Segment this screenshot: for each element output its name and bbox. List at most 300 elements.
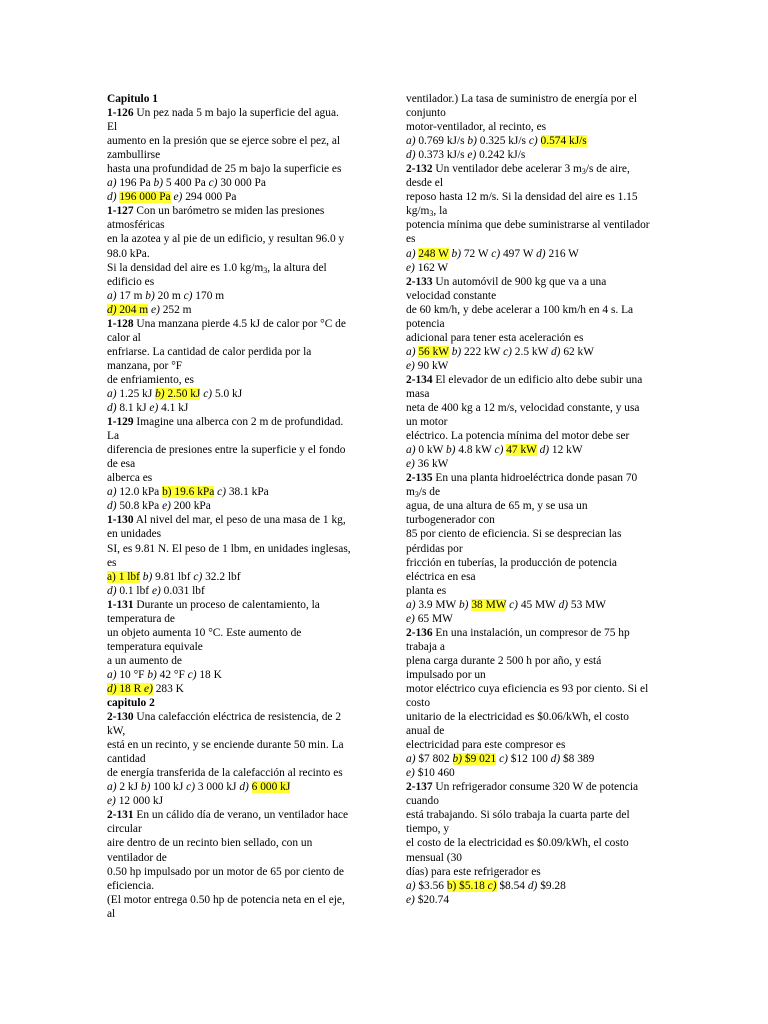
- text-segment: electricidad para este compresor es: [406, 739, 566, 752]
- text-line: [406, 612, 666, 626]
- text-segment: d): [558, 598, 569, 611]
- left-column: [107, 92, 365, 921]
- text-line: [406, 106, 666, 120]
- text-segment: $3.56: [415, 879, 447, 892]
- text-segment: ventilador.) La tasa de suministro de energía por el: [406, 93, 638, 105]
- text-line: [406, 120, 666, 134]
- problem-label: 2-133: [406, 275, 433, 288]
- text-segment: alberca es: [107, 472, 153, 485]
- text-segment: e): [406, 458, 415, 471]
- text-line: [107, 373, 365, 387]
- text-segment: a): [406, 247, 416, 260]
- text-line: [107, 682, 365, 696]
- text-segment: está en un recinto, y se enciende durante 50 min. La: [107, 739, 344, 752]
- text-segment: d): [107, 584, 117, 597]
- problem-label: 1-129: [107, 416, 134, 429]
- text-segment: 0 kW: [415, 444, 446, 457]
- text-segment: 5.0 kJ: [212, 387, 243, 400]
- text-line: [107, 359, 365, 373]
- text-segment: eléctrica en esa: [406, 570, 476, 583]
- text-line: [406, 879, 666, 893]
- text-segment: a): [107, 177, 117, 190]
- text-line: [406, 499, 666, 513]
- text-line: [107, 542, 365, 556]
- text-segment: 0.1 lbf: [116, 584, 152, 597]
- text-segment: c): [491, 247, 501, 260]
- text-line: [406, 865, 666, 879]
- text-line: [406, 471, 666, 485]
- text-segment: días) para este refrigerador es: [406, 865, 541, 878]
- text-segment: d): [550, 345, 561, 358]
- text-segment: kg/m: [406, 205, 430, 218]
- text-segment: velocidad constante: [406, 289, 497, 302]
- text-line: [406, 668, 666, 682]
- text-segment: Durante un proceso de calentamiento, la: [133, 598, 320, 611]
- text-segment: reposo hasta 12 m/s. Si la densidad del aire es 1.15: [406, 191, 638, 204]
- text-segment: de esa: [107, 458, 136, 471]
- text-line: [107, 738, 365, 752]
- highlighted-answer: e): [144, 682, 153, 695]
- text-line: [406, 766, 666, 780]
- text-segment: Una manzana pierde 4.5 kJ de calor por °C de: [133, 317, 346, 330]
- text-segment: 12 kW: [549, 444, 583, 457]
- text-segment: cantidad: [107, 753, 146, 766]
- text-segment: 98.0 kPa.: [107, 247, 150, 260]
- text-segment: 3.9 MW: [415, 598, 459, 611]
- text-segment: kW,: [107, 725, 126, 738]
- problem-label: 2-137: [406, 781, 433, 794]
- text-segment: b): [153, 177, 164, 190]
- text-segment: b): [142, 570, 153, 583]
- text-segment: 100 kJ: [150, 781, 187, 794]
- text-segment: c): [509, 598, 518, 611]
- text-segment: aumento en la presión que se ejerce sobre el pez, al: [107, 135, 341, 148]
- text-line: [406, 822, 666, 836]
- problem-label: 2-131: [107, 809, 134, 822]
- text-segment: al: [107, 907, 116, 920]
- text-line: [107, 710, 365, 724]
- highlighted-answer: $9 021: [462, 753, 497, 766]
- text-line: [107, 415, 365, 429]
- text-segment: 18 K: [196, 668, 222, 681]
- text-segment: c): [203, 387, 213, 400]
- text-segment: $7 802: [415, 753, 453, 766]
- text-line: [406, 654, 666, 668]
- text-line: [107, 612, 365, 626]
- text-segment: c): [187, 668, 197, 681]
- text-segment: fricción en tuberías, la producción de potencia: [406, 556, 617, 569]
- text-line: [107, 471, 365, 485]
- highlighted-answer: 18 R: [116, 682, 145, 695]
- text-line: [107, 724, 365, 738]
- text-segment: 0.031 lbf: [160, 584, 205, 597]
- text-line: [406, 851, 666, 865]
- text-segment: 3: [414, 490, 419, 500]
- text-line: [107, 570, 365, 584]
- text-segment: de 60 km/h, y debe acelerar a 100 km/h en 4 s. La: [406, 303, 634, 316]
- text-line: [107, 626, 365, 640]
- text-segment: b): [145, 289, 155, 302]
- text-segment: e): [173, 191, 183, 204]
- text-segment: el costo de la electricidad es $0.09/kWh, el costo: [406, 837, 629, 850]
- text-segment: 0.242 kJ/s: [476, 149, 526, 162]
- text-segment: 9.81 lbf: [152, 570, 194, 583]
- text-line: [107, 907, 365, 921]
- highlighted-answer: b) $5.18: [446, 879, 488, 892]
- text-segment: temperatura de: [107, 612, 175, 625]
- text-segment: a): [107, 668, 117, 681]
- text-segment: unitario de la electricidad es $0.06/kWh, el costo: [406, 711, 629, 724]
- text-line: [107, 808, 365, 822]
- text-segment: turbogenerador con: [406, 514, 495, 527]
- text-segment: 3 000 kJ: [195, 781, 240, 794]
- text-line: [107, 232, 365, 246]
- text-segment: 196 Pa: [116, 177, 154, 190]
- text-line: [107, 261, 365, 275]
- text-line: [406, 176, 666, 190]
- text-line: [107, 513, 365, 527]
- highlighted-answer: b): [155, 387, 165, 400]
- text-line: [107, 752, 365, 766]
- text-segment: Con un barómetro se miden las presiones: [133, 205, 325, 218]
- text-segment: 8.1 kJ: [116, 402, 150, 415]
- text-segment: pérdidas por: [406, 542, 463, 555]
- text-segment: 12.0 kPa: [116, 486, 163, 499]
- problem-label: 2-136: [406, 626, 433, 639]
- text-segment: d): [107, 402, 117, 415]
- problem-label: 1-128: [107, 317, 134, 330]
- text-segment: Un pez nada 5 m bajo la superficie del agua.: [133, 107, 339, 120]
- text-segment: (El motor entrega 0.50 hp de potencia neta en el eje,: [107, 893, 345, 906]
- text-segment: a): [107, 486, 117, 499]
- text-segment: 2.5 kW: [511, 345, 551, 358]
- text-line: [406, 710, 666, 724]
- text-segment: 162 W: [414, 261, 449, 274]
- text-segment: planta es: [406, 584, 447, 597]
- text-segment: calor al: [107, 331, 141, 344]
- text-line: [107, 457, 365, 471]
- text-line: [406, 696, 666, 710]
- text-segment: a): [406, 444, 416, 457]
- text-line: [406, 275, 666, 289]
- text-line: [406, 808, 666, 822]
- text-segment: un objeto aumenta 10 °C. Este aumento de: [107, 626, 302, 639]
- text-segment: b): [451, 345, 462, 358]
- text-segment: e): [406, 893, 415, 906]
- text-line: [107, 780, 365, 794]
- text-line: [406, 415, 666, 429]
- text-segment: 85 por ciento de eficiencia. Si se desprecian las: [406, 528, 622, 541]
- text-line: [107, 289, 365, 303]
- text-segment: Un ventilador debe acelerar 3 m: [432, 163, 582, 176]
- text-line: [406, 570, 666, 584]
- text-segment: motor-ventilador, al recinto, es: [406, 121, 547, 134]
- text-line: [107, 317, 365, 331]
- text-segment: d): [107, 500, 117, 513]
- text-line: [406, 289, 666, 303]
- highlighted-answer: c): [487, 879, 497, 892]
- text-line: [406, 303, 666, 317]
- text-segment: atmosféricas: [107, 219, 165, 232]
- text-segment: 2 kJ: [116, 781, 141, 794]
- text-line: [406, 724, 666, 738]
- text-segment: en unidades: [107, 528, 162, 541]
- text-segment: es: [406, 233, 416, 246]
- text-segment: 283 K: [152, 682, 184, 695]
- text-segment: Un automóvil de 900 kg que va a una: [432, 275, 607, 288]
- text-segment: motor eléctrico cuya eficiencia es 93 por ciento. Si el: [406, 682, 649, 695]
- text-segment: potencia mínima que debe suministrarse al ventilador: [406, 219, 650, 232]
- text-segment: de energía transferida de la calefacción al recinto es: [107, 767, 343, 780]
- text-segment: a): [107, 781, 117, 794]
- text-segment: La: [107, 430, 120, 443]
- text-line: [406, 443, 666, 457]
- text-line: [107, 275, 365, 289]
- text-segment: 216 W: [545, 247, 579, 260]
- text-segment: 17 m: [116, 289, 146, 302]
- problem-label: capitulo 2: [107, 697, 155, 710]
- text-segment: Imagine una alberca con 2 m de profundidad.: [133, 416, 344, 429]
- text-line: [107, 429, 365, 443]
- text-segment: a): [406, 879, 416, 892]
- highlighted-answer: 47 kW: [506, 444, 537, 457]
- text-segment: e): [406, 261, 415, 274]
- highlighted-answer: 38 MW: [471, 598, 507, 611]
- text-line: [406, 780, 666, 794]
- text-segment: 1.25 kJ: [116, 387, 156, 400]
- highlighted-answer: d): [107, 682, 117, 695]
- text-segment: b): [140, 781, 151, 794]
- text-segment: 4.1 kJ: [158, 402, 189, 415]
- text-line: [406, 598, 666, 612]
- text-segment: masa: [406, 387, 430, 400]
- text-segment: a): [406, 135, 416, 148]
- text-segment: 4.8 kW: [455, 444, 495, 457]
- text-segment: a): [406, 598, 416, 611]
- text-line: [107, 401, 365, 415]
- text-segment: 53 MW: [568, 598, 607, 611]
- text-segment: adicional para tener esta aceleración es: [406, 331, 584, 344]
- text-line: [406, 148, 666, 162]
- text-segment: /s de aire,: [585, 163, 630, 176]
- problem-label: Capitulo 1: [107, 93, 158, 105]
- text-line: [406, 401, 666, 415]
- text-line: [107, 556, 365, 570]
- text-segment: tiempo, y: [406, 823, 450, 836]
- text-line: [406, 218, 666, 232]
- text-segment: e): [107, 795, 116, 808]
- text-segment: anual de: [406, 725, 445, 738]
- text-segment: está trabajando. Si sólo trabaja la cuarta parte del: [406, 809, 630, 822]
- highlighted-answer: 248 W: [418, 247, 449, 260]
- text-line: [107, 836, 365, 850]
- text-line: [406, 92, 666, 106]
- text-segment: a): [406, 753, 416, 766]
- text-line: [107, 584, 365, 598]
- text-segment: a un aumento de: [107, 654, 182, 667]
- problem-label: 1-131: [107, 598, 134, 611]
- problem-label: 2-134: [406, 373, 433, 386]
- text-segment: c): [193, 570, 203, 583]
- right-column: [406, 92, 666, 907]
- text-segment: Una calefacción eléctrica de resistencia, de 2: [133, 711, 342, 724]
- text-line: [107, 696, 365, 710]
- text-segment: trabaja a: [406, 640, 445, 653]
- text-segment: edificio es: [107, 275, 155, 288]
- text-line: [107, 92, 365, 106]
- text-segment: e): [149, 402, 159, 415]
- text-segment: 252 m: [159, 303, 192, 316]
- text-line: [107, 668, 365, 682]
- text-segment: de enfriamiento, es: [107, 373, 194, 386]
- text-segment: d): [550, 753, 561, 766]
- text-line: [107, 218, 365, 232]
- text-segment: , la: [433, 205, 448, 218]
- text-segment: e): [467, 149, 477, 162]
- text-segment: conjunto: [406, 107, 446, 120]
- text-line: [107, 120, 365, 134]
- text-segment: Al nivel del mar, el peso de una masa de 1 kg,: [133, 514, 346, 527]
- text-segment: $9.28: [537, 879, 566, 892]
- text-line: [107, 247, 365, 261]
- problem-label: 2-130: [107, 711, 134, 724]
- text-segment: mensual (30: [406, 851, 462, 864]
- text-segment: e): [406, 767, 415, 780]
- text-segment: $8.54: [496, 879, 528, 892]
- text-segment: 3: [263, 265, 268, 275]
- text-line: [406, 513, 666, 527]
- text-line: [406, 584, 666, 598]
- text-segment: 170 m: [192, 289, 225, 302]
- text-segment: potencia: [406, 317, 445, 330]
- text-segment: 32.2 lbf: [202, 570, 241, 583]
- text-line: [107, 148, 365, 162]
- text-segment: 0.50 hp impulsado por un motor de 65 por ciento de: [107, 865, 344, 878]
- text-line: [107, 443, 365, 457]
- text-segment: e): [151, 303, 160, 316]
- text-segment: 38.1 kPa: [226, 486, 269, 499]
- problem-label: 1-130: [107, 514, 134, 527]
- text-segment: En una instalación, un compresor de 75 hp: [432, 626, 630, 639]
- text-line: [107, 851, 365, 865]
- text-segment: a): [406, 345, 416, 358]
- text-line: [107, 879, 365, 893]
- text-segment: 12 000 kJ: [115, 795, 164, 808]
- text-segment: d): [406, 149, 416, 162]
- text-line: [107, 331, 365, 345]
- text-segment: 90 kW: [414, 359, 449, 372]
- text-line: [406, 640, 666, 654]
- highlighted-answer: 204 m: [116, 303, 149, 316]
- text-line: [406, 162, 666, 176]
- text-segment: b): [445, 444, 456, 457]
- text-segment: 50.8 kPa: [116, 500, 163, 513]
- text-segment: 5 400 Pa: [163, 177, 209, 190]
- text-segment: ventilador de: [107, 851, 167, 864]
- text-line: [406, 134, 666, 148]
- problem-label: 1-127: [107, 205, 134, 218]
- text-segment: Si la densidad del aire es 1.0 kg/m: [107, 261, 264, 274]
- text-segment: , la altura del: [267, 261, 327, 274]
- text-segment: 30 000 Pa: [217, 177, 266, 190]
- text-segment: c): [217, 486, 227, 499]
- text-line: [406, 527, 666, 541]
- text-segment: cuando: [406, 795, 439, 808]
- text-line: [107, 387, 365, 401]
- text-line: [107, 303, 365, 317]
- text-segment: c): [528, 135, 538, 148]
- text-segment: 72 W: [461, 247, 492, 260]
- text-segment: zambullirse: [107, 149, 161, 162]
- text-line: [107, 176, 365, 190]
- text-segment: circular: [107, 823, 142, 836]
- text-segment: d): [239, 781, 249, 794]
- text-segment: 294 000 Pa: [182, 191, 237, 204]
- highlighted-answer: 6 000 kJ: [251, 781, 291, 794]
- text-line: [406, 345, 666, 359]
- text-segment: 62 kW: [560, 345, 595, 358]
- text-line: [107, 865, 365, 879]
- text-segment: b): [467, 135, 477, 148]
- text-line: [107, 162, 365, 176]
- text-segment: $8 389: [560, 753, 595, 766]
- text-line: [107, 794, 365, 808]
- highlighted-answer: b): [452, 753, 463, 766]
- text-segment: enfriarse. La cantidad de calor perdida por la: [107, 345, 312, 358]
- text-segment: 65 MW: [414, 612, 453, 625]
- text-segment: aire dentro de un recinto bien sellado, con un: [107, 837, 313, 850]
- text-segment: costo: [406, 697, 431, 710]
- text-line: [406, 204, 666, 218]
- problem-label: 2-135: [406, 472, 433, 485]
- highlighted-answer: d): [107, 303, 117, 316]
- highlighted-answer: 2.50 kJ: [164, 387, 201, 400]
- text-line: [107, 134, 365, 148]
- text-line: [406, 317, 666, 331]
- text-segment: e): [162, 500, 171, 513]
- text-segment: 3: [429, 209, 434, 219]
- text-segment: Un refrigerador consume 320 W de potencia: [432, 781, 639, 794]
- text-line: [406, 626, 666, 640]
- text-line: [107, 499, 365, 513]
- text-segment: c): [208, 177, 218, 190]
- text-segment: SI, es 9.81 N. El peso de 1 lbm, en unidades inglesas,: [107, 542, 351, 555]
- text-segment: $12 100: [507, 753, 551, 766]
- text-segment: neta de 400 kg a 12 m/s, velocidad constante, y usa: [406, 402, 640, 415]
- text-segment: 497 W: [500, 247, 537, 260]
- text-segment: b): [147, 668, 157, 681]
- text-line: [107, 345, 365, 359]
- text-line: [406, 373, 666, 387]
- text-segment: c): [186, 781, 195, 794]
- text-segment: m: [406, 486, 415, 499]
- text-segment: $10 460: [414, 767, 455, 780]
- text-segment: 3: [581, 167, 586, 177]
- text-segment: plena carga durante 2 500 h por año, y está: [406, 654, 602, 667]
- text-segment: e): [151, 584, 161, 597]
- text-segment: diferencia de presiones entre la superficie y el fondo: [107, 444, 346, 457]
- text-segment: El: [107, 121, 118, 134]
- highlighted-answer: 0.574 kJ/s: [540, 135, 587, 148]
- text-line: [107, 822, 365, 836]
- text-segment: d): [107, 191, 117, 204]
- text-segment: c): [183, 289, 193, 302]
- text-line: [406, 331, 666, 345]
- text-segment: temperatura equivale: [107, 640, 203, 653]
- text-line: [406, 893, 666, 907]
- text-segment: 45 MW: [517, 598, 559, 611]
- text-segment: c): [494, 444, 504, 457]
